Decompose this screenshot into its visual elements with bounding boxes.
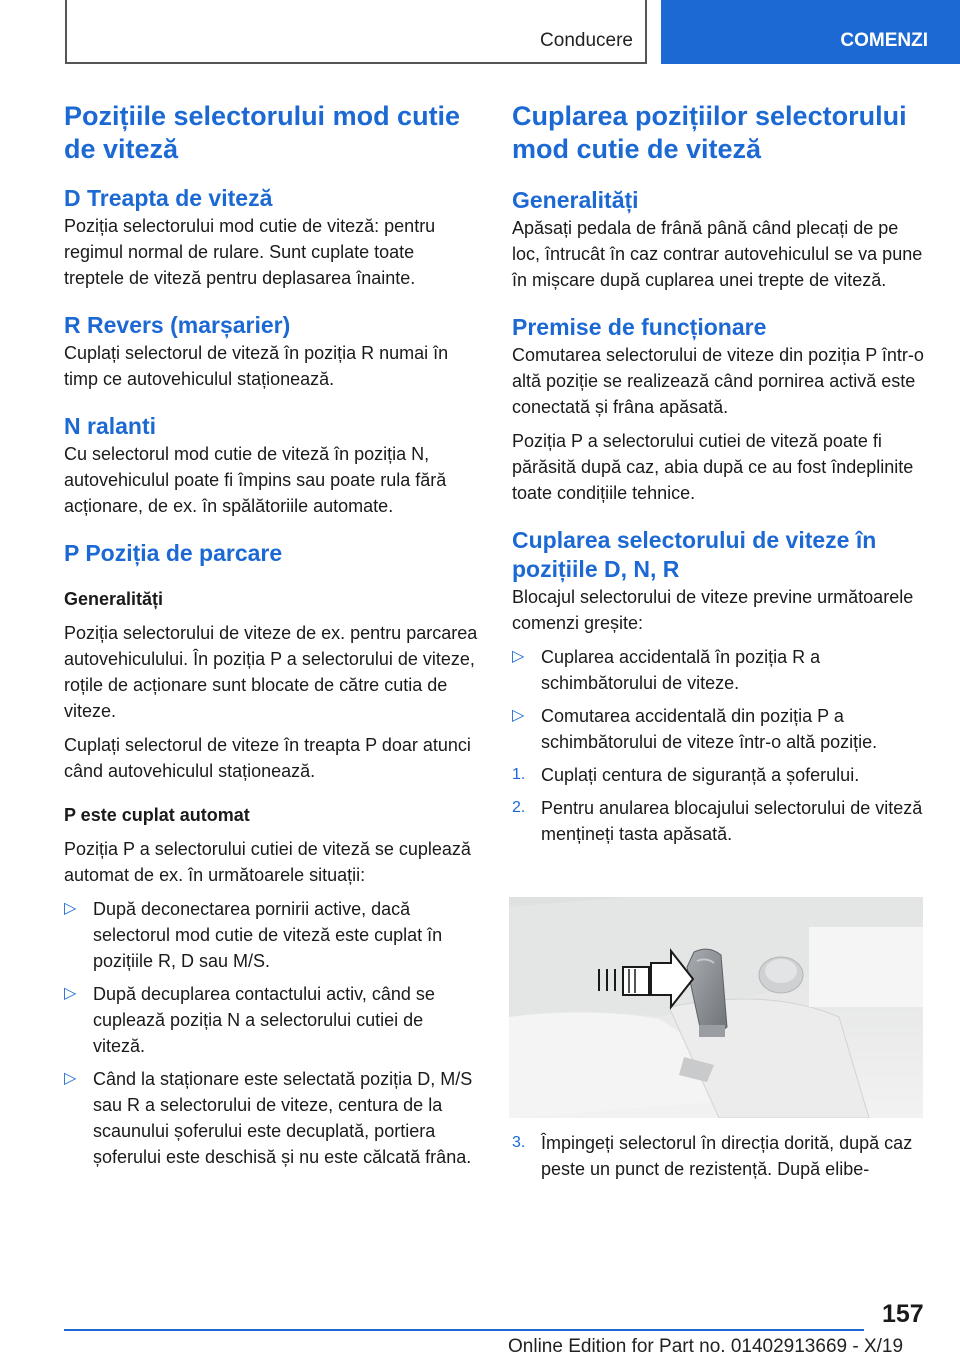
steps-continued bbox=[512, 1130, 927, 1189]
section-tab[interactable] bbox=[661, 0, 960, 64]
auto-list bbox=[64, 896, 479, 1170]
p-heading: P Poziția de parcare bbox=[64, 540, 283, 566]
engage-heading: Cuplarea selectorului de viteze în pozițiile D, N, R bbox=[512, 527, 877, 582]
p-auto-heading: P este cuplat automat bbox=[64, 805, 250, 825]
list-item: ▷ După deconectarea pornirii active, dacă selectorul mod cutie de viteză este cuplat în pozițiile R, D sau M/S. bbox=[64, 896, 479, 974]
edition-text: Online Edition for Part no. 01402913669 - X/19 bbox=[508, 1336, 904, 1357]
p-general-text-1: Poziția selectorului de viteze de ex. pentru parcarea autovehiculului. În poziția P a selectorului de viteze, roțile de acționare sunt blocate de către cutia de viteze. bbox=[64, 623, 478, 721]
chapter-tab[interactable] bbox=[65, 0, 647, 64]
list-item: ▷ Când la staționare este selectată poziția D, M/S sau R a selectorului de viteze, centura de la scaunului șoferului este decuplată, portiera șoferului este deschisă și nu este călcată frâna. bbox=[64, 1066, 479, 1170]
step-item: 1. Cuplați centura de siguranță a șoferului. bbox=[512, 762, 927, 788]
chapter-label: Conducere bbox=[540, 30, 633, 51]
list-item: ▷ Comutarea accidentală din poziția P a schimbătorului de viteze într-o altă poziție. bbox=[512, 703, 927, 755]
triangle-right-icon: ▷ bbox=[512, 707, 525, 724]
gear-selector-illustration bbox=[509, 897, 923, 1118]
right-title: Cuplarea pozițiilor selectorului mod cutie de viteză bbox=[512, 101, 907, 164]
r-heading: R Revers (marșarier) bbox=[64, 312, 291, 338]
premise-text-2: Poziția P a selectorului cutiei de viteză poate fi părăsită după caz, abia după ce au fost îndeplinite toate condițiile tehnice. bbox=[512, 431, 914, 503]
right-column bbox=[512, 100, 927, 854]
step-item: 3. Împingeți selectorul în direcția dorită, după caz peste un punct de rezistență. După elibe- bbox=[512, 1130, 927, 1182]
premise-text-1: Comutarea selectorului de viteze din poziția P într-o altă poziție se realizează când pornirea activă este conectată și frâna apăsată. bbox=[512, 345, 924, 417]
triangle-right-icon: ▷ bbox=[64, 985, 77, 1002]
general-heading: Generalități bbox=[512, 187, 639, 213]
page-number: 157 bbox=[882, 1300, 924, 1328]
p-general-text-2: Cuplați selectorul de viteze în treapta P doar atunci când autovehiculul staționează. bbox=[64, 735, 471, 781]
general-text: Apăsați pedala de frână până când plecați de pe loc, întrucât în caz contrar autovehiculul se va pune în mișcare după cuplarea unei trepte de viteză. bbox=[512, 218, 923, 290]
premise-heading: Premise de funcționare bbox=[512, 314, 767, 340]
step-number: 3. bbox=[512, 1134, 526, 1151]
triangle-right-icon: ▷ bbox=[64, 900, 77, 917]
d-heading: D Treapta de viteză bbox=[64, 185, 273, 211]
left-column bbox=[64, 100, 479, 1177]
step-number: 1. bbox=[512, 766, 526, 783]
p-general-heading: Generalități bbox=[64, 589, 164, 609]
step-item: 2. Pentru anularea blocajului selectorului de viteză mențineți tasta apăsată. bbox=[512, 795, 927, 847]
r-text: Cuplați selectorul de viteză în poziția R numai în timp ce autovehiculul staționează. bbox=[64, 343, 449, 389]
n-text: Cu selectorul mod cutie de viteză în poziția N, autovehiculul poate fi împins sau poate rula fără acționare, de ex. în spălătoriile automate. bbox=[64, 444, 447, 516]
footer-divider bbox=[64, 1329, 864, 1331]
d-text: Poziția selectorului mod cutie de viteză: pentru regimul normal de rulare. Sunt cuplate toate treptele de viteză pentru deplasarea înainte. bbox=[64, 216, 436, 288]
list-item: ▷ După decuplarea contactului activ, când se cuplează poziția N a selectorului cutiei de viteză. bbox=[64, 981, 479, 1059]
triangle-right-icon: ▷ bbox=[512, 648, 525, 665]
list-item: ▷ Cuplarea accidentală în poziția R a schimbătorului de viteze. bbox=[512, 644, 927, 696]
engage-text: Blocajul selectorului de viteze previne următoarele comenzi greșite: bbox=[512, 587, 914, 633]
n-heading: N ralanti bbox=[64, 413, 157, 439]
step-number: 2. bbox=[512, 799, 526, 816]
triangle-right-icon: ▷ bbox=[64, 1070, 77, 1087]
engage-list bbox=[512, 644, 927, 847]
left-title: Pozițiile selectorului mod cutie de viteză bbox=[64, 101, 461, 164]
p-auto-text: Poziția P a selectorului cutiei de viteză se cuplează automat de ex. în următoarele situații: bbox=[64, 839, 471, 885]
section-label: COMENZI bbox=[840, 30, 928, 51]
gear-selector-drawing bbox=[509, 897, 923, 1118]
